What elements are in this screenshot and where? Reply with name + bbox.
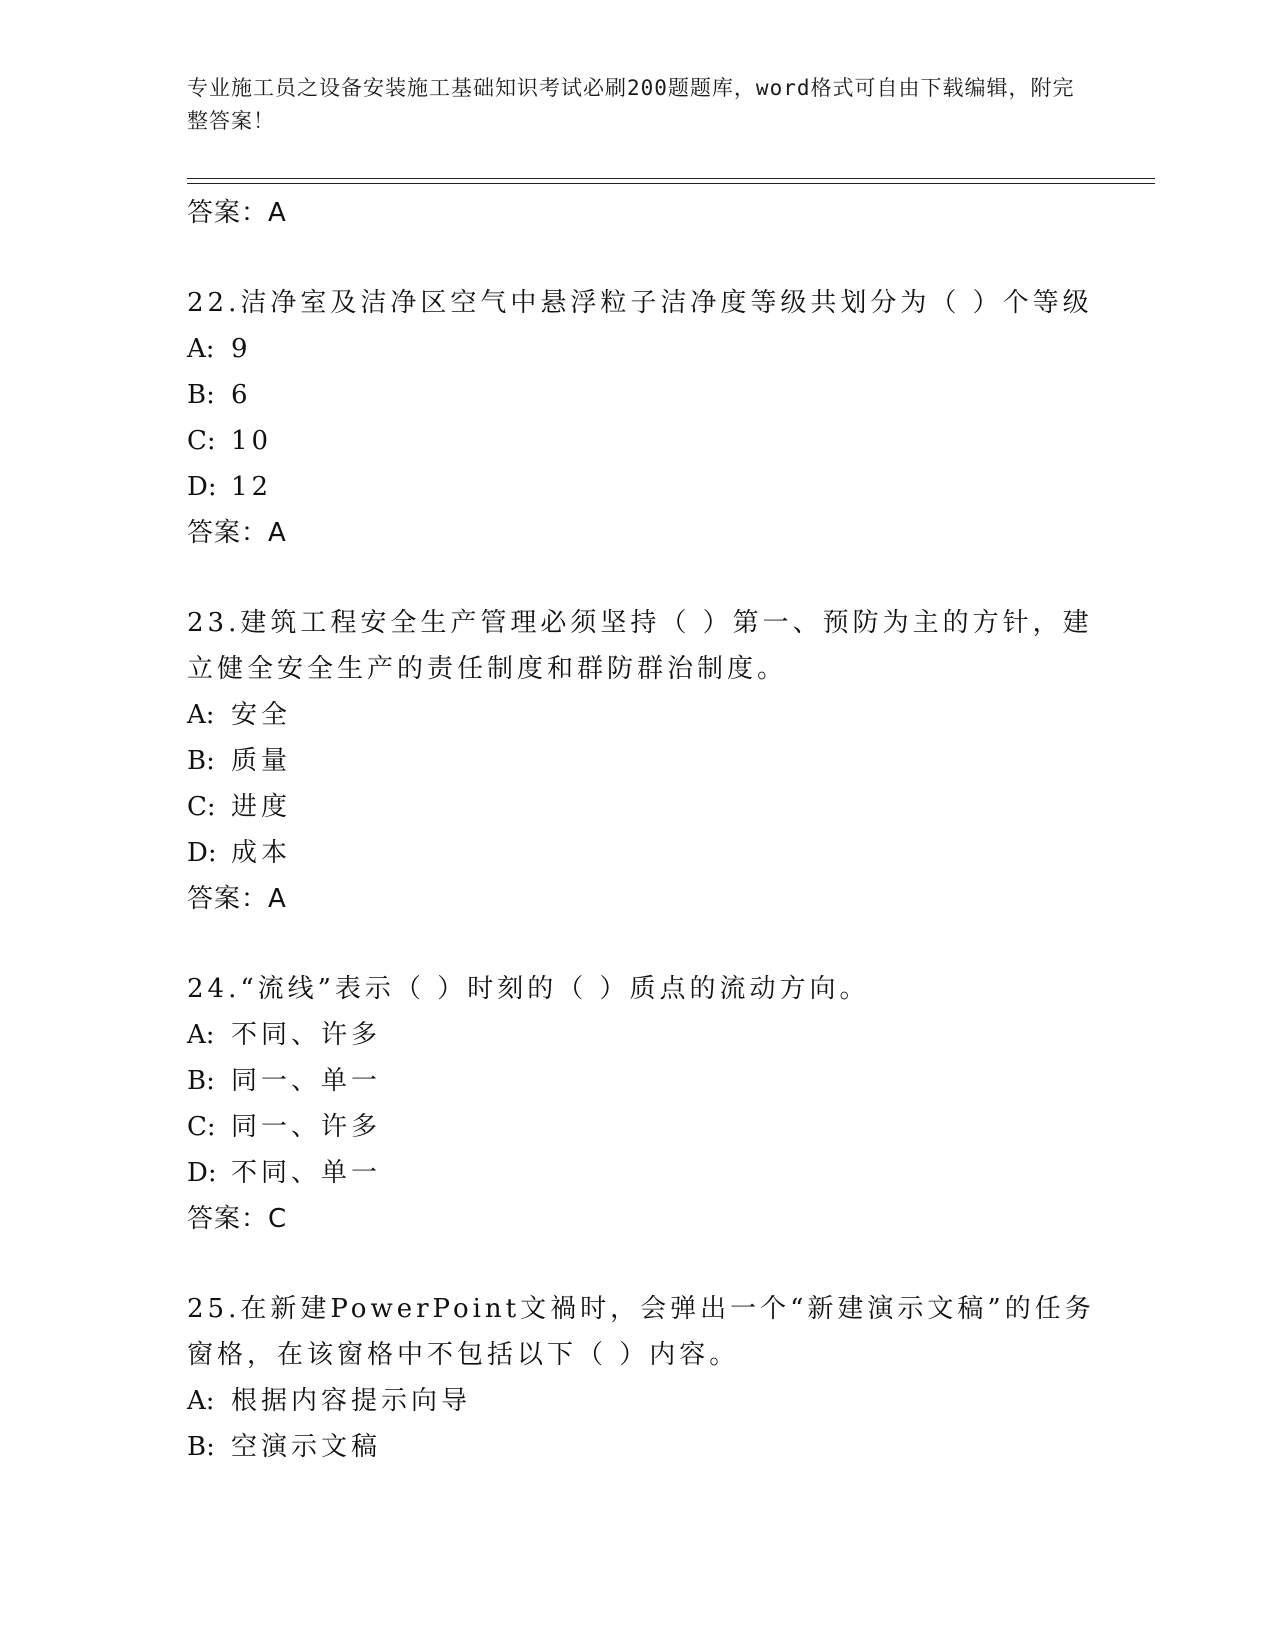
option-text: 进度 <box>231 792 292 822</box>
option-a <box>187 1378 1107 1424</box>
option-label: A: <box>187 1386 215 1416</box>
question-item <box>187 1286 1107 1470</box>
option-text: 9 <box>231 334 252 364</box>
option-label: C: <box>187 426 216 456</box>
question-item <box>187 600 1107 922</box>
question-text: 25.在新建PowerPoint文禍时，会弹出一个“新建演示文稿”的任务窗格，在该窗格中不包括以下（ ）内容。 <box>187 1294 1095 1370</box>
option-label: B: <box>187 746 215 776</box>
option-label: D: <box>187 838 217 868</box>
question-list <box>187 190 1107 1514</box>
option-c <box>187 418 1107 464</box>
answer-line: 答案：C <box>187 1204 288 1234</box>
option-text: 空演示文稿 <box>231 1432 382 1462</box>
option-label: A: <box>187 1020 215 1050</box>
option-text: 同一、单一 <box>231 1066 382 1096</box>
option-label: B: <box>187 380 215 410</box>
option-text: 质量 <box>231 746 292 776</box>
answer-line: 答案：A <box>187 198 287 228</box>
option-label: A: <box>187 334 215 364</box>
answer-line: 答案：A <box>187 518 287 548</box>
option-a <box>187 1012 1107 1058</box>
option-d <box>187 1150 1107 1196</box>
document-header: 专业施工员之设备安装施工基础知识考试必刷200题题库，word格式可自由下载编辑，附完整答案！ <box>187 76 1075 133</box>
answer-line: 答案：A <box>187 884 287 914</box>
option-d <box>187 830 1107 876</box>
option-c <box>187 784 1107 830</box>
option-b <box>187 1424 1107 1470</box>
option-label: A: <box>187 700 215 730</box>
option-text: 12 <box>231 472 273 502</box>
question-text: 22.洁净室及洁净区空气中悬浮粒子洁净度等级共划分为（ ）个等级 <box>187 288 1093 318</box>
option-b <box>187 372 1107 418</box>
question-text: 23.建筑工程安全生产管理必须坚持（ ）第一、预防为主的方针，建立健全安全生产的责任制度和群防群治制度。 <box>187 608 1093 684</box>
header-divider <box>187 178 1155 179</box>
option-label: B: <box>187 1432 215 1462</box>
option-text: 根据内容提示向导 <box>231 1386 472 1416</box>
option-label: B: <box>187 1066 215 1096</box>
option-a <box>187 692 1107 738</box>
header-divider-second <box>187 183 1155 184</box>
option-c <box>187 1104 1107 1150</box>
option-label: C: <box>187 792 216 822</box>
option-d <box>187 464 1107 510</box>
option-label: D: <box>187 472 217 502</box>
option-text: 安全 <box>231 700 292 730</box>
option-b <box>187 738 1107 784</box>
option-a <box>187 326 1107 372</box>
question-item <box>187 966 1107 1242</box>
question-text: 24.“流线”表示（ ）时刻的（ ）质点的流动方向。 <box>187 974 870 1004</box>
option-label: D: <box>187 1158 217 1188</box>
option-text: 6 <box>231 380 252 410</box>
question-item <box>187 280 1107 556</box>
option-text: 不同、许多 <box>231 1020 382 1050</box>
option-text: 10 <box>231 426 273 456</box>
option-b <box>187 1058 1107 1104</box>
option-text: 同一、许多 <box>231 1112 382 1142</box>
option-text: 不同、单一 <box>231 1158 382 1188</box>
option-label: C: <box>187 1112 216 1142</box>
option-text: 成本 <box>231 838 292 868</box>
